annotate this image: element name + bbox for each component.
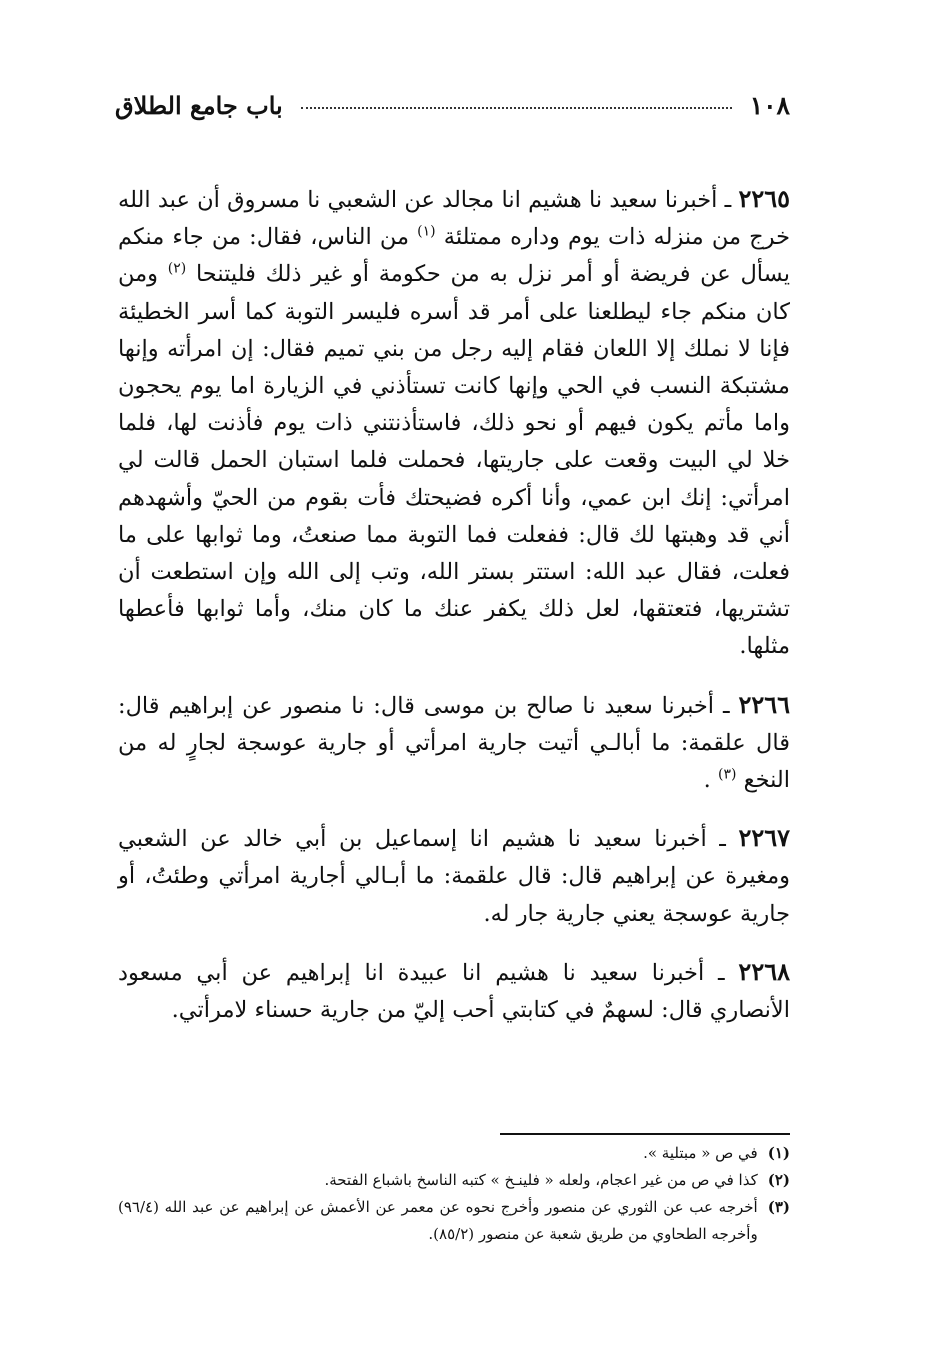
- footnote-reference: (٢): [167, 260, 187, 277]
- footnote-text: كذا في ص من غير اعجام، ولعله « فلينـخ » كتبه الناسخ باشباع الفتحة.: [324, 1171, 758, 1189]
- hadith-text: أخبرنا سعيد نا هشيم انا إسماعيل بن أبي خالد عن الشعبي ومغيرة عن إبراهيم قال: قال علقمة: ما أبـالي أجارية امرأتي وطئتُ، أو جارية عوسجة يعني جارية جار له.: [118, 826, 790, 927]
- footnote-mark: (٣): [767, 1198, 790, 1216]
- hadith-dash: ـ: [704, 959, 739, 986]
- hadith-paragraph: [118, 180, 790, 666]
- hadith-number: ٢٢٦٧: [738, 823, 790, 853]
- hadith-paragraph: [118, 819, 790, 933]
- hadith-dash: ـ: [706, 826, 739, 853]
- footnote: [118, 1140, 790, 1167]
- hadith-text: ومن كان منكم جاء ليطلعنا على أمر قد أسره فليسر التوبة كما أسر الخطيئة فإنا لا نملك إلا اللعان فقام إليه رجل من بني تميم فقال: إن امرأته وإنها مشتبكة النسب في الحي وإنها كانت تستأذني في الزيارة اما يوم يحجون واما مأتم يكون فيهم أو نحو ذلك، فاستأذنتني ذات يوم فأذنت لها، فلما خلا لي البيت وقعت على جاريتها، فحملت فلما استبان الحمل قالت لي امرأتي: إنك ابن عمي، وأنا أكره فضيحتك فأت بقوم من الحيّ وأشهدهم أني قد وهبتها لك قال: ففعلت فما التوبة مما صنعتُ، وما ثوابها على ما فعلت، فقال عبد الله: استتر بستر الله، وتب إلى الله وإن استطعت أن تشتريها، فتعتقها، لعل ذلك يكفر عنك ما كان منك، وأما ثوابها فأعطها مثلها.: [118, 261, 790, 660]
- hadith-dash: ـ: [717, 187, 739, 213]
- footnotes: [118, 1140, 790, 1248]
- footnote-reference: (٣): [717, 766, 737, 783]
- footnote: [118, 1167, 790, 1194]
- page-number: ١٠٨: [749, 90, 790, 120]
- footnote-text: في ص « مبتلية ».: [643, 1144, 758, 1162]
- footnote-mark: (٢): [767, 1171, 790, 1189]
- footnote-reference: (١): [417, 223, 436, 240]
- hadith-number: ٢٢٦٦: [738, 689, 790, 719]
- hadith-number: ٢٢٦٨: [738, 956, 790, 986]
- footnote-divider: [500, 1133, 790, 1135]
- hadith-text: .: [703, 767, 711, 794]
- hadith-dash: ـ: [714, 692, 739, 719]
- hadith-text: أخبرنا سعيد نا صالح بن موسى قال: نا منصور عن إبراهيم قال: قال علقمة: ما أبالـي أتيت جارية امرأتي أو جارية عوسجة لجارٍ له من النخع: [118, 692, 790, 794]
- chapter-title: باب جامع الطلاق: [115, 90, 283, 120]
- hadith-paragraph: [118, 686, 790, 800]
- hadith-paragraph: [118, 953, 790, 1029]
- footnote: [118, 1194, 790, 1248]
- footnote-mark: (١): [767, 1144, 790, 1162]
- hadith-number: ٢٢٦٥: [738, 184, 790, 213]
- page-header: [115, 80, 790, 130]
- footnote-text: أخرجه عب عن الثوري عن منصور وأخرج نحوه عن معمر عن الأعمش عن إبراهيم عن عبد الله (٩٦/٤) وأخرجه الطحاوي من طريق شعبة عن منصور (٨٥/٢).: [118, 1198, 758, 1243]
- main-text: [118, 180, 790, 1049]
- hadith-text: أخبرنا سعيد نا هشيم انا مجالد عن الشعبي نا مسروق أن عبد الله خرج من منزله ذات يوم وداره ممتلئة: [118, 187, 791, 251]
- hadith-text: من الناس، فقال: من جاء منكم يسأل عن فريضة أو أمر نزل به من حكومة أو غير ذلك فليتنحا: [118, 224, 790, 288]
- hadith-text: أخبرنا سعيد نا هشيم انا عبيدة انا إبراهيم عن أبي مسعود الأنصاري قال: لسهمٌ في كتابتي أحب إليّ من جارية حسناء لامرأتي.: [118, 959, 790, 1024]
- header-dotted-rule: [301, 107, 732, 109]
